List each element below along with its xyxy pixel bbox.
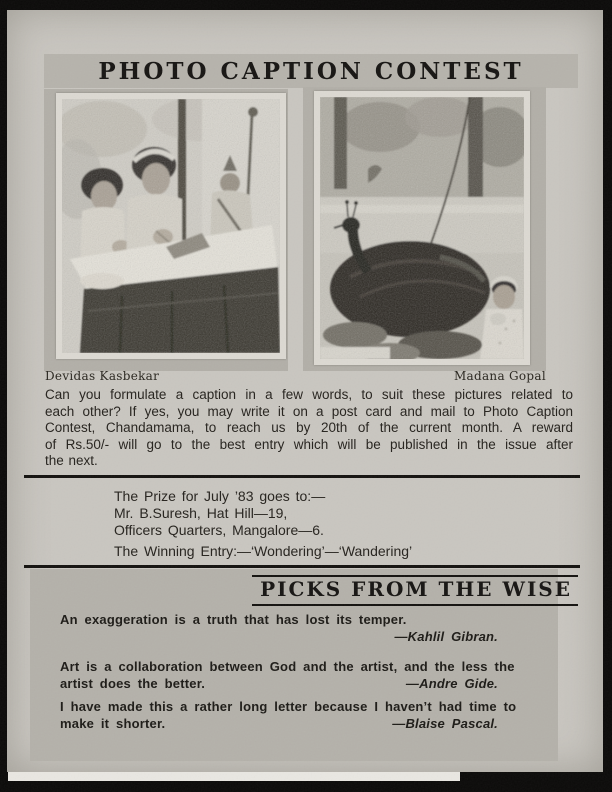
quotes-list	[60, 611, 517, 738]
contest-description-line: Contest, Chandamama, to reach us by 20th of the current month. A reward	[45, 420, 573, 436]
contest-description-line: of Rs.50/- will go to the best entry which will be published in the issue after	[45, 436, 573, 452]
divider-rule-bottom	[24, 565, 580, 568]
contest-description-line: Can you formulate a caption in a few words, to suit these pictures related to	[45, 387, 573, 402]
prize-line: The Prize for July ’83 goes to:—	[114, 488, 326, 504]
scan-edge-sliver	[8, 772, 460, 781]
quote-item	[60, 611, 512, 645]
quote-author: —Blaise Pascal.	[392, 716, 498, 731]
quote-item	[60, 698, 517, 732]
prize-announcement	[114, 488, 325, 539]
photo-frame-left	[56, 93, 286, 359]
winning-entry: The Winning Entry:—‘Wondering’—‘Wandering’	[114, 543, 413, 559]
quote-text-line1: Art is a collaboration between God and the artist, and the less the	[60, 659, 515, 674]
prize-line: Mr. B.Suresh, Hat Hill—19,	[114, 505, 288, 521]
photo-credit-left: Devidas Kasbekar	[45, 369, 160, 383]
quote-text-line1: An exaggeration is a truth that has lost its temper.	[60, 612, 407, 627]
quote-author: —Andre Gide.	[405, 676, 498, 691]
contest-description	[45, 387, 573, 470]
section-title-band	[44, 54, 578, 88]
picks-heading: PICKS FROM THE WISE	[260, 577, 572, 601]
quote-text-line2: make it shorter.	[60, 716, 166, 731]
quote-item	[60, 658, 515, 692]
quote-author: —Kahlil Gibran.	[394, 629, 498, 644]
photo-credit-right: Madana Gopal	[453, 369, 546, 383]
contest-photo-children-praying	[62, 99, 280, 353]
prize-line: Officers Quarters, Mangalore—6.	[114, 522, 324, 538]
page-title: PHOTO CAPTION CONTEST	[98, 57, 524, 85]
picks-heading-rule-bottom	[252, 604, 578, 606]
divider-rule-top	[24, 475, 580, 478]
contest-description-line: the next.	[45, 453, 98, 469]
quote-text-line1: I have made this a rather long letter because I haven’t had time to	[60, 699, 517, 714]
contest-description-line: each other? If yes, you may write it on a post card and mail to Photo Caption	[45, 403, 573, 419]
quote-text-line2: artist does the better.	[60, 676, 206, 691]
photo-frame-right	[314, 91, 530, 365]
contest-photo-peacock-and-girl	[320, 97, 524, 359]
